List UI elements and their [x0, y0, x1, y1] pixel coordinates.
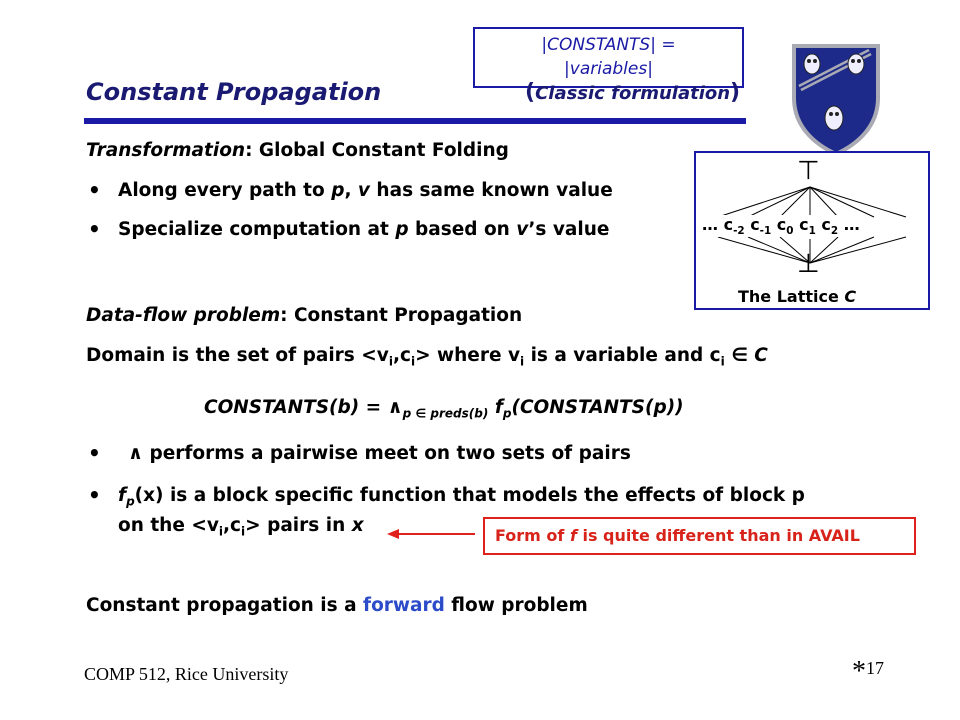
forward-word: forward — [363, 595, 445, 616]
constants-note-line1: |CONSTANTS| = — [541, 35, 676, 55]
avail-note-box: Form of f is quite different than in AVAIL — [483, 517, 916, 555]
bullet-dot: • — [88, 217, 101, 241]
rice-crest-logo — [790, 42, 882, 156]
bullet-dot: • — [88, 441, 101, 465]
lattice-bottom: ⊥ — [797, 249, 820, 279]
conclusion-line: Constant propagation is a forward flow problem — [86, 595, 588, 616]
bullet-dot: • — [88, 483, 101, 507]
constants-equation: CONSTANTS(b) = $\wedge_{p \in preds(b)}$ $f_p(CONSTANTS(p))$ — [204, 397, 684, 421]
meet-bullet: ∧ performs a pairwise meet on two sets of pairs — [128, 443, 631, 464]
page-number: *17 — [852, 656, 884, 687]
slide-subtitle: (Classic formulation) — [525, 80, 741, 105]
footer-course: COMP 512, Rice University — [84, 664, 289, 684]
transformation-bullet-1: Along every path to p, v has same known value — [118, 180, 613, 201]
slide-title: Constant Propagation — [86, 78, 382, 106]
domain-line: Domain is the set of pairs $<v_i,c_i>$ where $v_i$ is a variable and $c_i$ ∈ C — [86, 345, 768, 369]
dataflow-heading: Data-flow problem: Constant Propagation — [86, 305, 523, 326]
left-arrow-icon — [385, 526, 477, 542]
title-rule — [84, 118, 746, 124]
fp-bullet-continuation: on the $<v_i,c_i>$ pairs in x — [118, 515, 364, 539]
bullet-dot: • — [88, 178, 101, 202]
constants-note-line2: |variables| — [564, 59, 653, 79]
lattice-diagram — [694, 151, 930, 310]
fp-bullet: $f_p(x)$ is a block specific function that models the effects of block p — [118, 485, 805, 509]
lattice-top: ⊤ — [797, 156, 820, 186]
lattice-caption: The Lattice C — [738, 287, 857, 306]
transformation-bullet-2: Specialize computation at p based on v’s value — [118, 219, 610, 240]
transformation-heading: Transformation: Global Constant Folding — [86, 140, 509, 161]
constants-note-box — [473, 27, 744, 88]
lattice-elements: … $c_{-2}$ $c_{-1}$ $c_0$ $c_1$ $c_2$ … — [702, 215, 860, 238]
